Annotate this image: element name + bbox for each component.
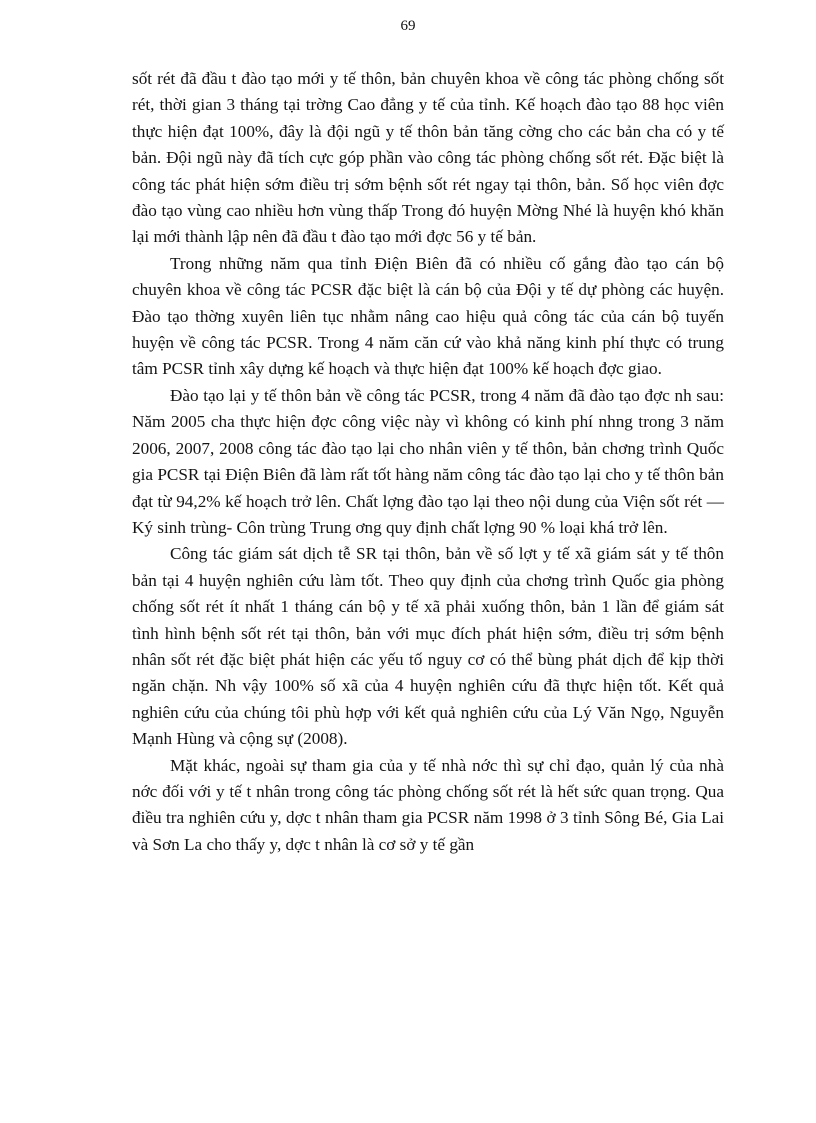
paragraph-2: Trong những năm qua tỉnh Điện Biên đã có nhiều cố gắng đào tạo cán bộ chuyên khoa về công tác PCSR đặc biệt là cán bộ của Đội y tế dự phòng các huyện. Đào tạo thờng xuyên liên tục nhằm nâng cao hiệu quả công tác của cán bộ tuyến huyện về công tác PCSR. Trong 4 năm căn cứ vào khả năng kinh phí thực có trung tâm PCSR tỉnh xây dựng kế hoạch và thực hiện đạt 100% kế hoạch đợc giao. (132, 253, 724, 379)
paragraph-5: Mặt khác, ngoài sự tham gia của y tế nhà nớc thì sự chỉ đạo, quản lý của nhà nớc đối với y tế t nhân trong công tác phòng chống sốt rét là hết sức quan trọng. Qua điều tra nghiên cứu y, dợc t nhân tham gia PCSR năm 1998 ở 3 tỉnh Sông Bé, Gia Lai và Sơn La cho thấy y, dợc t nhân là cơ sở y tế gần (132, 755, 724, 854)
paragraph-4: Công tác giám sát dịch tễ SR tại thôn, bản về số lợt y tế xã giám sát y tế thôn bản tại 4 huyện nghiên cứu làm tốt. Theo quy định của chơng trình Quốc gia phòng chống sốt rét ít nhất 1 tháng cán bộ y tế xã phải xuống thôn, bản 1 lần để giám sát tình hình bệnh sốt rét tại thôn, bản với mục đích phát hiện sớm, điều trị sớm bệnh nhân sốt rét đặc biệt phát hiện các yếu tố nguy cơ có thể bùng phát dịch để kịp thời ngăn chặn. Nh vậy 100% số xã của 4 huyện nghiên cứu đã thực hiện tốt. Kết quả nghiên cứu của chúng tôi phù hợp với kết quả nghiên cứu của Lý Văn Ngọ, Nguyễn Mạnh Hùng và cộng sự (2008). (132, 544, 724, 749)
paragraph-1: sốt rét đã đầu t đào tạo mới y tế thôn, bản chuyên khoa về công tác phòng chống sốt rét, thời gian 3 tháng tại trờng Cao đẳng y tế của tỉnh. Kế hoạch đào tạo 88 học viên thực hiện đạt 100%, đây là đội ngũ y tế thôn bản tăng cờng cho các bản cha có y tế bản. Đội ngũ này đã tích cực góp phần vào công tác phòng chống sốt rét. Đặc biệt là công tác phát hiện sớm điều trị sớm bệnh sốt rét ngay tại thôn, bản. Số học viên đợc đào tạo vùng cao nhiều hơn vùng thấp Trong đó huyện Mờng Nhé là huyện khó khăn lại mới thành lập nên đã đầu t đào tạo mới đợc 56 y tế bản. (132, 69, 724, 247)
page-number: 69 (400, 18, 416, 34)
body-text (132, 66, 724, 858)
paragraph-3: Đào tạo lại y tế thôn bản về công tác PCSR, trong 4 năm đã đào tạo đợc nh sau: Năm 2005 cha thực hiện đợc công việc này vì không có kinh phí nhng trong 3 năm 2006, 2007, 2008 công tác đào tạo lại cho nhân viên y tế thôn, bản chơng trình Quốc gia PCSR tại Điện Biên đã làm rất tốt hàng năm công tác đào tạo lại cho y tế thôn bản đạt từ 94,2% kế hoạch trở lên. Chất lợng đào tạo lại theo nội dung của Viện sốt rét — Ký sinh trùng- Côn trùng Trung ơng quy định chất lợng 90 % loại khá trở lên. (132, 385, 724, 537)
